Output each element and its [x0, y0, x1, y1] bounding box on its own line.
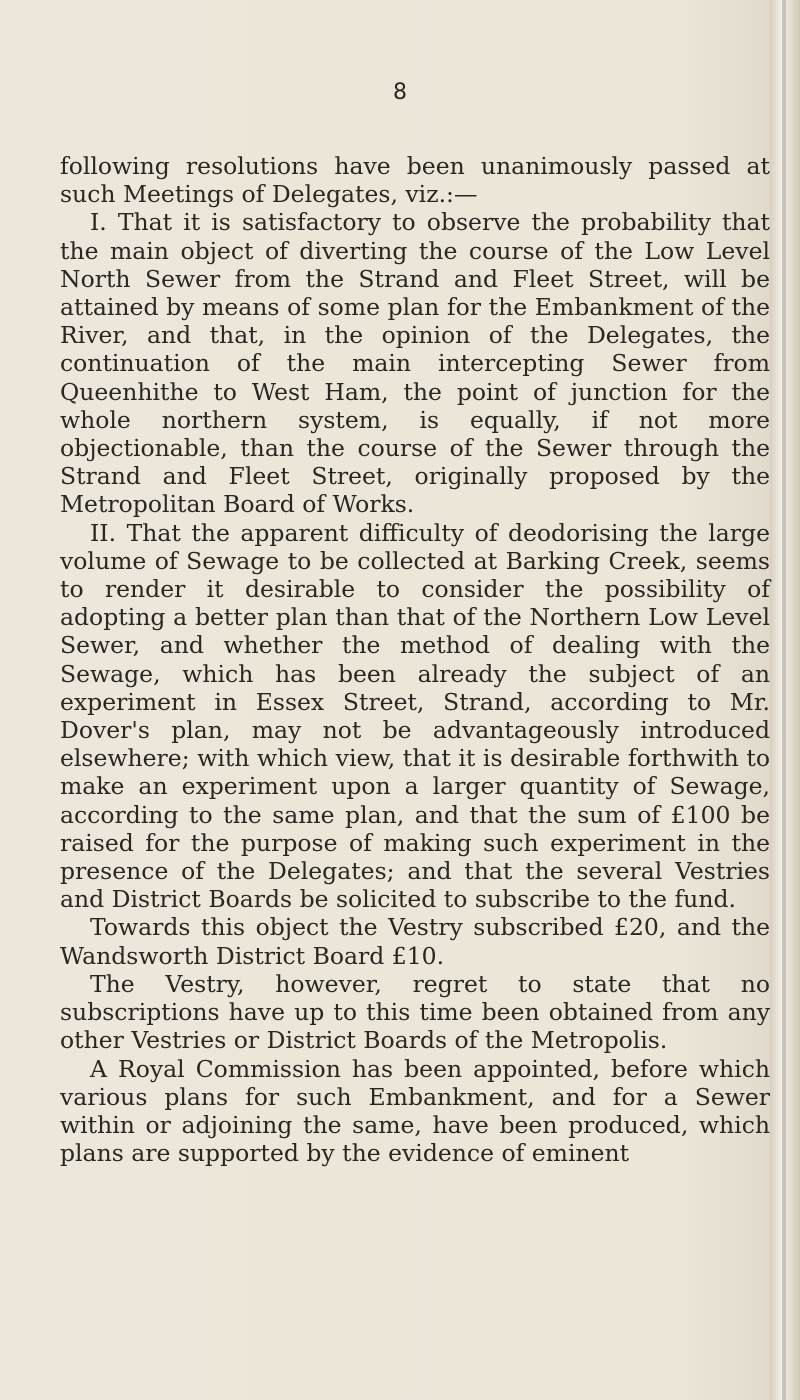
paragraph-continuation: following resolutions have been unanimously passed at such Meetings of Delegates, viz.:—: [60, 152, 770, 209]
paragraph-resolution-2: II. That the apparent difficulty of deodorising the large volume of Sewage to be collected at Barking Creek, seems to render it desirable to consider the possibility of adopting a better plan than that of the Northern Low Level Sewer, and whether the method of dealing with the Sewage, which has been already the subject of an experiment in Essex Street, Strand, according to Mr. Dover's plan, may not be advantageously introduced elsewhere; with which view, that it is desirable forthwith to make an experiment upon a larger quantity of Sewage, according to the same plan, and that the sum of £100 be raised for the purpose of making such experiment in the presence of the Delegates; and that the several Vestries and District Boards be solicited to subscribe to the fund.: [60, 518, 770, 914]
paragraph-resolution-1: I. That it is satisfactory to observe the probability that the main object of diverting the course of the Low Level North Sewer from the Strand and Fleet Street, will be attained by means of some plan for the Embankment of the River, and that, in the opinion of the Delegates, the continuation of the main intercepting Sewer from Queenhithe to West Ham, the point of junction for the whole northern system, is equally, if not more objectionable, than the course of the Sewer through the Strand and Fleet Street, originally proposed by the Metropolitan Board of Works.: [60, 208, 770, 519]
body-text: [60, 152, 770, 1167]
page-edge-line: [782, 0, 786, 1400]
page-number: 8: [393, 80, 407, 105]
paragraph-vestry-regret: The Vestry, however, regret to state that no subscriptions have up to this time been obtained from any other Vestries or District Boards of the Metropolis.: [60, 969, 770, 1055]
paragraph-royal-commission: A Royal Commission has been appointed, before which various plans for such Embankment, and for a Sewer within or adjoining the same, have been produced, which plans are supported by the evidence of eminent: [60, 1054, 770, 1168]
paragraph-subscriptions: Towards this object the Vestry subscribed £20, and the Wandsworth District Board £10.: [60, 913, 770, 970]
